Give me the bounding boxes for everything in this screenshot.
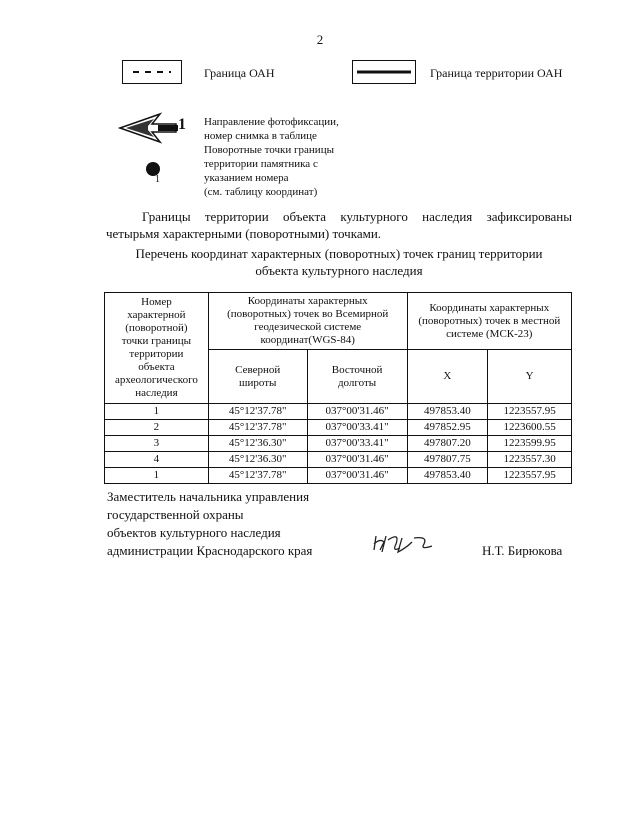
cell-point: 2 bbox=[105, 420, 209, 436]
cell-y: 1223557.95 bbox=[488, 468, 572, 484]
solid-line-icon bbox=[353, 61, 415, 83]
cell-point: 1 bbox=[105, 468, 209, 484]
list-title bbox=[106, 245, 572, 279]
signatory-title-line-2: государственной охраны bbox=[107, 507, 244, 522]
cell-x: 497852.95 bbox=[407, 420, 488, 436]
cell-x: 497807.75 bbox=[407, 452, 488, 468]
turn-point-line-3: указанием номера bbox=[204, 172, 289, 184]
cell-point: 1 bbox=[105, 404, 209, 420]
table-row bbox=[105, 452, 572, 468]
cell-east: 037°00'33.41" bbox=[307, 420, 407, 436]
photo-direction-text bbox=[204, 115, 339, 143]
header-msk23: Координаты характерных (поворотных) точек в местной системе (МСК-23) bbox=[407, 293, 571, 350]
dashed-line-icon bbox=[123, 61, 181, 83]
header-point-number: Номер характерной (поворотной) точки границы территории объекта археологического наследия bbox=[105, 293, 209, 404]
cell-point: 3 bbox=[105, 436, 209, 452]
oan-border-label: Граница ОАН bbox=[204, 66, 275, 80]
list-title-line-2: объекта культурного наследия bbox=[255, 263, 423, 278]
cell-point: 4 bbox=[105, 452, 209, 468]
signatory-name: Н.Т. Бирюкова bbox=[482, 543, 563, 558]
turn-point-line-1: Поворотные точки границы bbox=[204, 144, 334, 156]
subheader-x: X bbox=[407, 350, 488, 404]
handwritten-signature bbox=[370, 528, 440, 556]
boundary-paragraph-text: Границы территории объекта культурного наследия зафиксированы четырьмя характерными (поворотными) точками. bbox=[106, 209, 572, 241]
cell-north: 45°12'36.30" bbox=[208, 452, 307, 468]
cell-east: 037°00'33.41" bbox=[307, 436, 407, 452]
list-title-line-1: Перечень координат характерных (поворотных) точек границ территории bbox=[135, 246, 543, 261]
turn-point-line-4: (см. таблицу координат) bbox=[204, 186, 318, 198]
cell-y: 1223557.95 bbox=[488, 404, 572, 420]
cell-y: 1223600.55 bbox=[488, 420, 572, 436]
cell-x: 497853.40 bbox=[407, 468, 488, 484]
table-row bbox=[105, 468, 572, 484]
subheader-north: Северной широты bbox=[208, 350, 307, 404]
page-number: 2 bbox=[316, 32, 324, 47]
coordinates-table bbox=[104, 292, 572, 484]
photo-direction-number: 1 bbox=[178, 116, 186, 133]
table-row bbox=[105, 404, 572, 420]
cell-east: 037°00'31.46" bbox=[307, 468, 407, 484]
cell-y: 1223599.95 bbox=[488, 436, 572, 452]
turn-point-text bbox=[204, 143, 334, 199]
turn-point-dot-icon bbox=[144, 160, 164, 180]
oan-territory-border-label: Граница территории ОАН bbox=[430, 66, 563, 80]
table-row bbox=[105, 420, 572, 436]
boundary-paragraph bbox=[106, 208, 572, 242]
signatory-title-line-4: администрации Краснодарского края bbox=[107, 543, 313, 558]
cell-north: 45°12'37.78" bbox=[208, 404, 307, 420]
oan-territory-border-symbol bbox=[352, 60, 416, 84]
signatory-title-line-1: Заместитель начальника управления bbox=[107, 489, 310, 504]
cell-y: 1223557.30 bbox=[488, 452, 572, 468]
cell-north: 45°12'37.78" bbox=[208, 468, 307, 484]
cell-x: 497853.40 bbox=[407, 404, 488, 420]
turn-point-line-2: территории памятника с bbox=[204, 158, 318, 170]
signatory-title bbox=[107, 488, 312, 560]
oan-border-symbol bbox=[122, 60, 182, 84]
signatory-title-line-3: объектов культурного наследия bbox=[107, 525, 281, 540]
table-row bbox=[105, 436, 572, 452]
cell-north: 45°12'36.30" bbox=[208, 436, 307, 452]
cell-east: 037°00'31.46" bbox=[307, 404, 407, 420]
photo-direction-line-2: номер снимка в таблице bbox=[204, 130, 317, 142]
subheader-east: Восточной долготы bbox=[307, 350, 407, 404]
cell-x: 497807.20 bbox=[407, 436, 488, 452]
turn-point-number: 1 bbox=[155, 174, 160, 185]
subheader-y: Y bbox=[488, 350, 572, 404]
cell-east: 037°00'31.46" bbox=[307, 452, 407, 468]
photo-direction-arrow-icon bbox=[118, 110, 178, 146]
cell-north: 45°12'37.78" bbox=[208, 420, 307, 436]
photo-direction-line-1: Направление фотофиксации, bbox=[204, 116, 339, 128]
header-wgs84: Координаты характерных (поворотных) точек во Всемирной геодезической системе координат(WGS-84) bbox=[208, 293, 407, 350]
